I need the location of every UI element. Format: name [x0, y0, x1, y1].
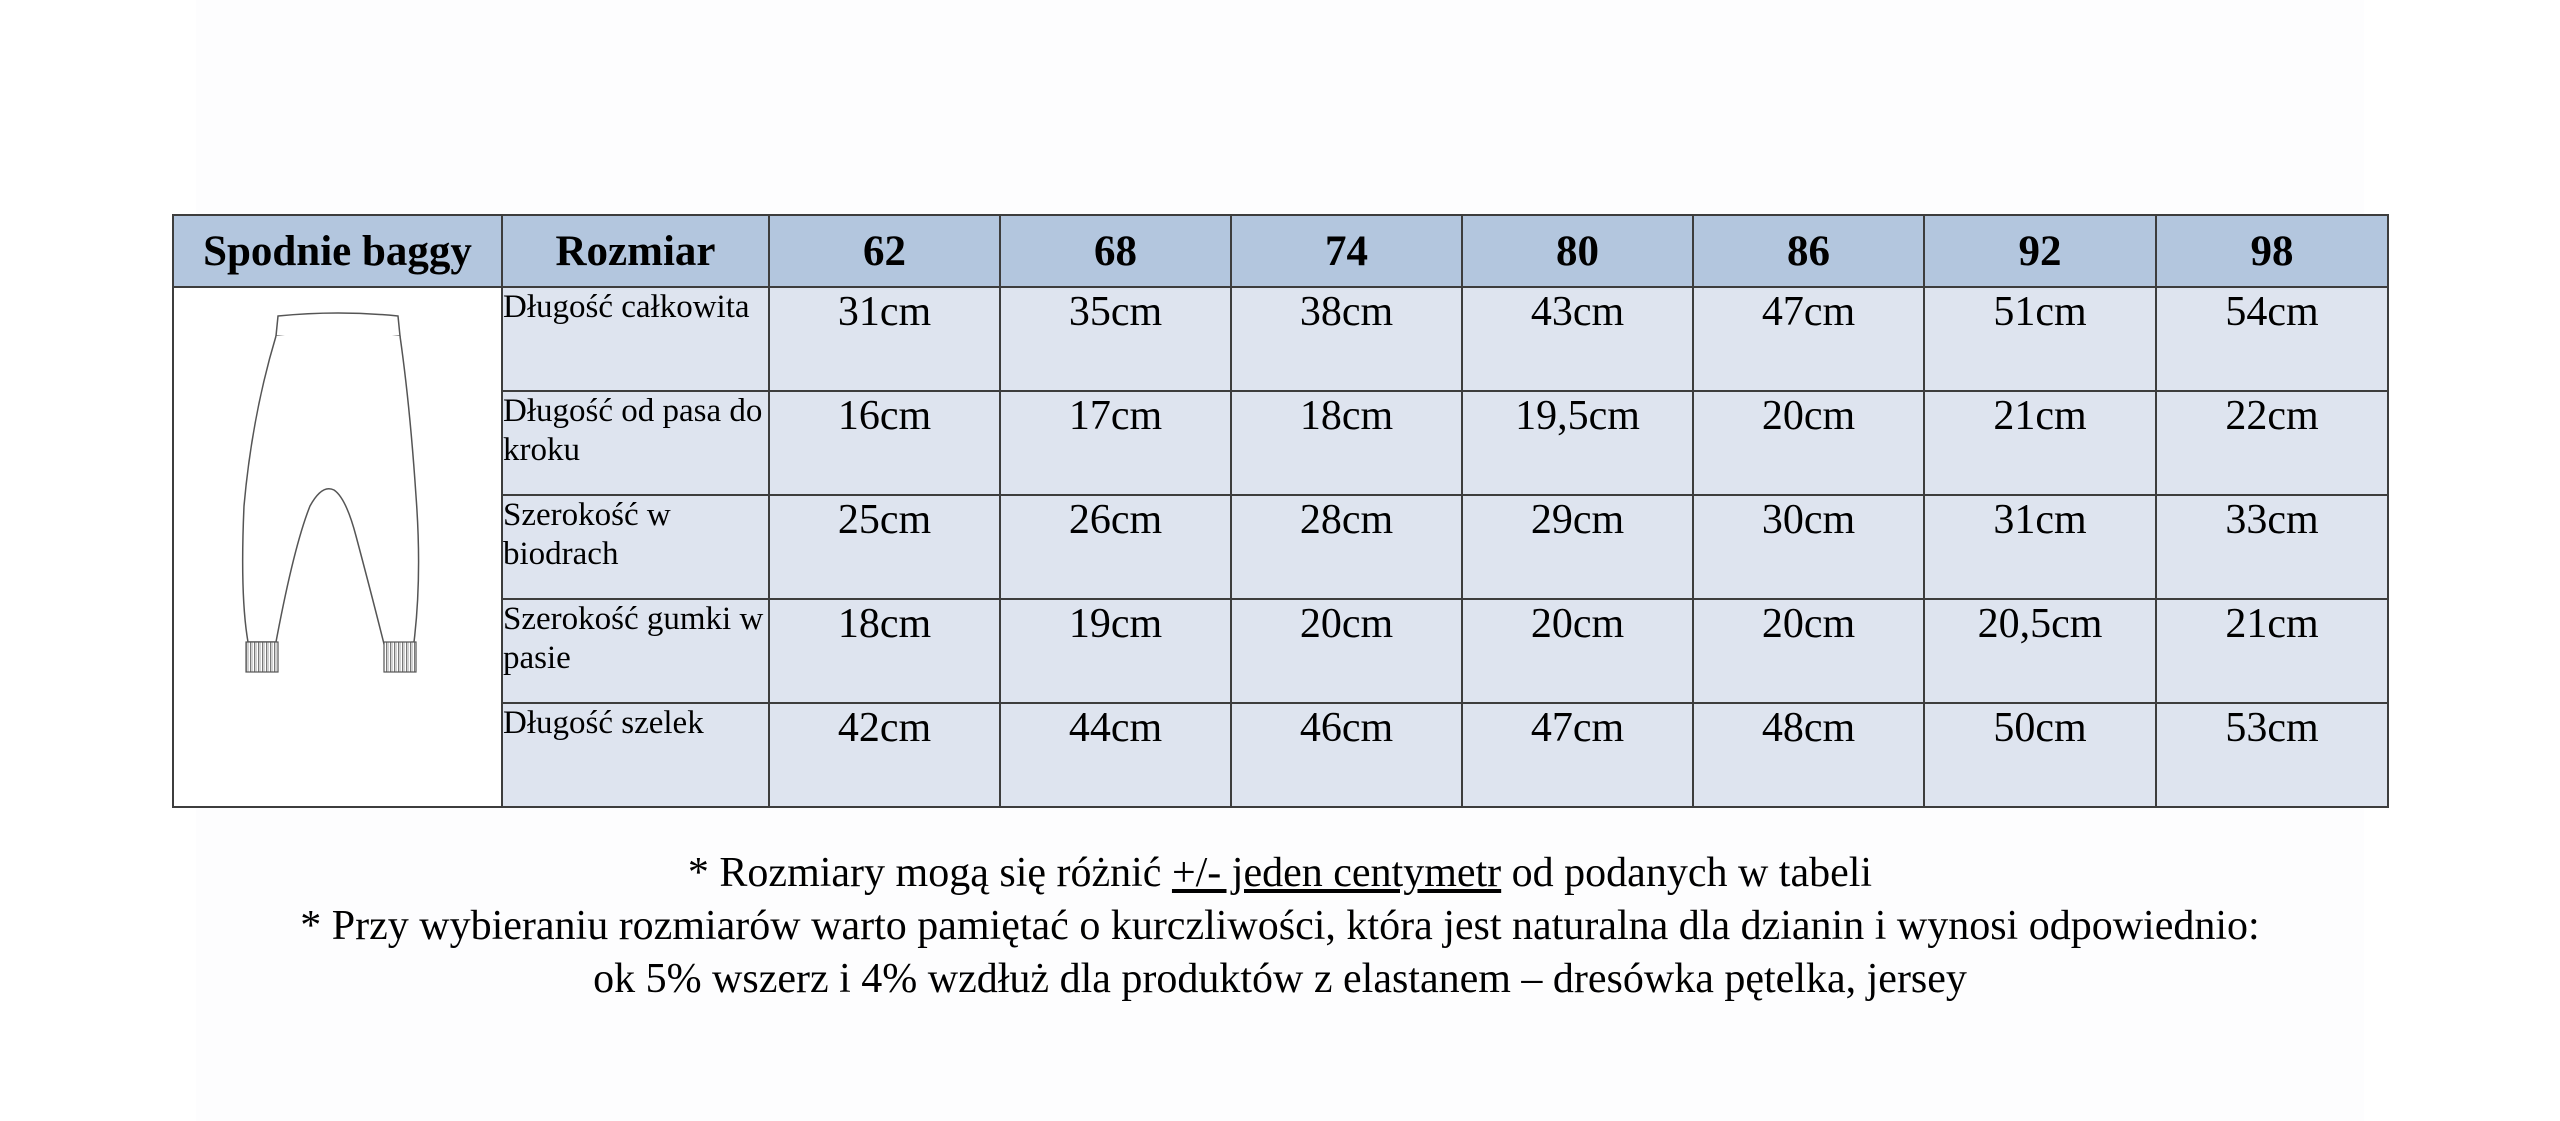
size-98-header: 98 — [2156, 215, 2388, 287]
table-cell: 19cm — [1000, 599, 1231, 703]
product-header: Spodnie baggy — [173, 215, 502, 287]
table-cell: 29cm — [1462, 495, 1693, 599]
table-cell: 17cm — [1000, 391, 1231, 495]
table-row — [173, 703, 2388, 807]
size-74-header: 74 — [1231, 215, 1462, 287]
table-cell: 44cm — [1000, 703, 1231, 807]
note-tolerance-underlined: +/- jeden centymetr — [1171, 850, 1502, 896]
table-cell: 51cm — [1924, 287, 2156, 391]
table-cell: 20cm — [1462, 599, 1693, 703]
table-cell: 18cm — [769, 599, 1000, 703]
table-cell: 28cm — [1231, 495, 1462, 599]
table-cell: 22cm — [2156, 391, 2388, 495]
size-86-header: 86 — [1693, 215, 1924, 287]
table-cell: 47cm — [1462, 703, 1693, 807]
note-tolerance-suffix: od podanych w tabeli — [1501, 850, 1873, 896]
table-cell: 54cm — [2156, 287, 2388, 391]
table-cell: 53cm — [2156, 703, 2388, 807]
table-cell: 25cm — [769, 495, 1000, 599]
table-cell: 20cm — [1231, 599, 1462, 703]
size-notes — [172, 847, 2388, 1006]
table-cell: 19,5cm — [1462, 391, 1693, 495]
table-row — [173, 287, 2388, 391]
table-cell: 38cm — [1231, 287, 1462, 391]
table-cell: 33cm — [2156, 495, 2388, 599]
note-shrinkage-detail: ok 5% wszerz i 4% wzdłuż dla produktów z elastanem – dresówka pętelka, jersey — [593, 956, 1967, 1002]
row-label-waist-to-crotch: Długość od pasa do kroku — [502, 391, 769, 495]
table-row — [173, 599, 2388, 703]
note-tolerance-prefix: * Rozmiary mogą się różnić — [687, 850, 1172, 896]
table-cell: 26cm — [1000, 495, 1231, 599]
table-cell: 35cm — [1000, 287, 1231, 391]
size-header: Rozmiar — [502, 215, 769, 287]
table-cell: 43cm — [1462, 287, 1693, 391]
size-62-header: 62 — [769, 215, 1000, 287]
table-cell: 30cm — [1693, 495, 1924, 599]
table-cell: 20cm — [1693, 391, 1924, 495]
row-label-hip-width: Szerokość w biodrach — [502, 495, 769, 599]
table-cell: 50cm — [1924, 703, 2156, 807]
size-68-header: 68 — [1000, 215, 1231, 287]
table-row — [173, 391, 2388, 495]
table-cell: 46cm — [1231, 703, 1462, 807]
table-cell: 18cm — [1231, 391, 1462, 495]
row-label-waistband-width: Szerokość gumki w pasie — [502, 599, 769, 703]
size-80-header: 80 — [1462, 215, 1693, 287]
table-cell: 20,5cm — [1924, 599, 2156, 703]
table-cell: 42cm — [769, 703, 1000, 807]
table-cell: 47cm — [1693, 287, 1924, 391]
table-cell: 21cm — [2156, 599, 2388, 703]
table-cell: 20cm — [1693, 599, 1924, 703]
table-cell: 21cm — [1924, 391, 2156, 495]
product-image-cell — [173, 287, 502, 807]
table-cell: 31cm — [1924, 495, 2156, 599]
header-row — [173, 215, 2388, 287]
baggy-pants-icon — [238, 306, 438, 686]
table-row — [173, 495, 2388, 599]
note-tolerance — [172, 847, 2388, 900]
row-label-suspender-length: Długość szelek — [502, 703, 769, 807]
note-shrinkage: * Przy wybieraniu rozmiarów warto pamiętać o kurczliwości, która jest naturalna dla dzianin i wynosi odpowiednio: — [300, 903, 2260, 949]
table-cell: 16cm — [769, 391, 1000, 495]
size-92-header: 92 — [1924, 215, 2156, 287]
row-label-total-length: Długość całkowita — [502, 287, 769, 391]
table-cell: 48cm — [1693, 703, 1924, 807]
size-chart-table — [172, 214, 2389, 808]
table-cell: 31cm — [769, 287, 1000, 391]
